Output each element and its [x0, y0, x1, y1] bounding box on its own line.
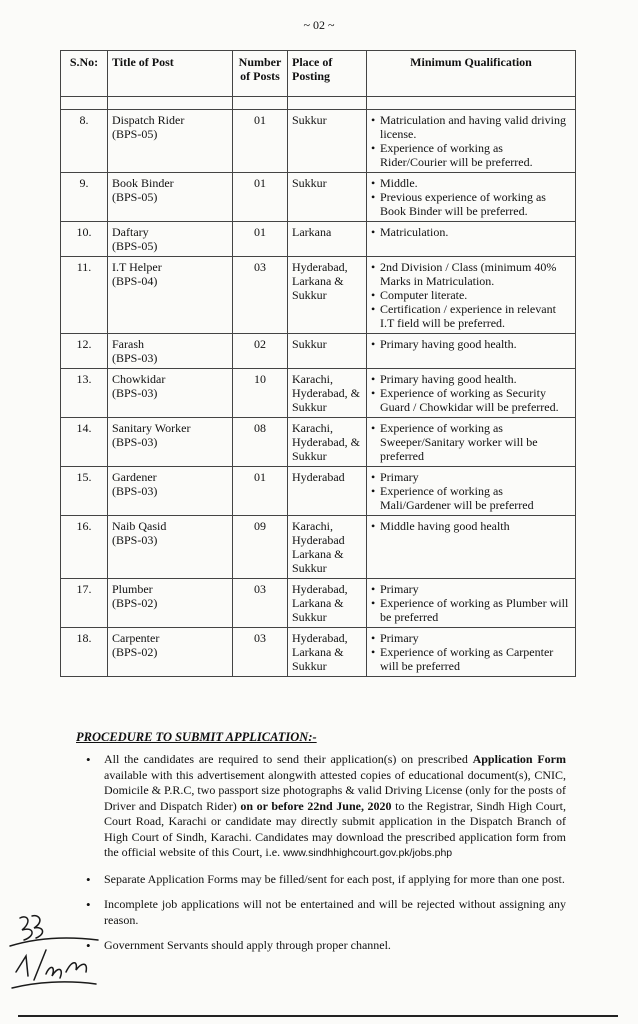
post-title: Chowkidar [112, 372, 166, 386]
post-title-cell [108, 173, 233, 222]
table-row [61, 334, 576, 369]
post-bps-scale: (BPS-03) [112, 351, 158, 365]
qualification-list [371, 176, 571, 218]
post-bps-scale: (BPS-03) [112, 435, 158, 449]
qualification-cell [367, 628, 576, 677]
post-bps-scale: (BPS-05) [112, 190, 158, 204]
qualification-list [371, 631, 571, 673]
serial-number-cell: 13. [61, 369, 108, 418]
serial-number-cell: 14. [61, 418, 108, 467]
qualification-cell [367, 369, 576, 418]
header-number: Number of Posts [233, 51, 288, 97]
procedure-text-b: available with this advertisement alongwith attested copies of educational document(s), CNIC, Domicile & P.R.C, two passport size photographs & valid Driving License (only for the posts of Driver and Dispatch Rider) [104, 767, 566, 813]
table-row [61, 467, 576, 516]
procedure-item-send-application [86, 752, 566, 862]
table-row [61, 257, 576, 334]
procedure-item-government-servants: • Government Servants should apply through proper channel. [86, 938, 566, 954]
qualification-item: • Experience of working as Security Guard / Chowkidar will be preferred. [371, 386, 571, 414]
website-url: www.sindhhighcourt.gov.pk/jobs.php [283, 847, 453, 859]
qualification-item: • Experience of working as Plumber will be preferred [371, 596, 571, 624]
post-bps-scale: (BPS-03) [112, 533, 158, 547]
procedure-heading: PROCEDURE TO SUBMIT APPLICATION:- [76, 730, 317, 744]
post-title-cell [108, 467, 233, 516]
serial-number-cell: 17. [61, 579, 108, 628]
number-of-posts-cell: 08 [233, 418, 288, 467]
number-of-posts-cell: 03 [233, 579, 288, 628]
procedure-bold-deadline: on or before 22nd June, 2020 [240, 798, 392, 813]
post-title-cell [108, 579, 233, 628]
post-title-cell [108, 222, 233, 257]
place-of-posting-cell: Karachi, Hyderabad Larkana & Sukkur [288, 516, 367, 579]
qualification-item: • Experience of working as Carpenter will be preferred [371, 645, 571, 673]
serial-number-cell: 12. [61, 334, 108, 369]
serial-number-cell: 11. [61, 257, 108, 334]
post-bps-scale: (BPS-03) [112, 484, 158, 498]
number-of-posts-cell: 01 [233, 467, 288, 516]
post-title: Plumber [112, 582, 153, 596]
bottom-rule [18, 1015, 618, 1017]
qualification-item: • Certification / experience in relevant I.T field will be preferred. [371, 302, 571, 330]
qualification-list [371, 113, 571, 169]
post-title-cell [108, 628, 233, 677]
table-row [61, 628, 576, 677]
number-of-posts-cell: 01 [233, 222, 288, 257]
qualification-list [371, 421, 571, 463]
post-title-cell [108, 334, 233, 369]
serial-number-cell: 18. [61, 628, 108, 677]
serial-number-cell: 9. [61, 173, 108, 222]
place-of-posting-cell: Hyderabad, Larkana & Sukkur [288, 628, 367, 677]
qualification-item: • Computer literate. [371, 288, 571, 302]
qualification-cell [367, 334, 576, 369]
qualification-item: • Experience of working as Rider/Courier will be preferred. [371, 141, 571, 169]
serial-number-cell: 16. [61, 516, 108, 579]
qualification-item: • Experience of working as Sweeper/Sanitary worker will be preferred [371, 421, 571, 463]
table-row [61, 110, 576, 173]
post-title: I.T Helper [112, 260, 162, 274]
place-of-posting-cell: Sukkur [288, 110, 367, 173]
qualification-item: • Previous experience of working as Book Binder will be preferred. [371, 190, 571, 218]
post-bps-scale: (BPS-05) [112, 239, 158, 253]
procedure-text-c: to the Registrar, Sindh High Court, Court Road, Karachi or candidate may directly submit application in the Dispatch Branch of High Court of Sindh, Karachi. Candidates may download the prescribed application form from the official website of this Court, i.e. [104, 798, 566, 859]
number-of-posts-cell: 10 [233, 369, 288, 418]
posts-table-body [61, 110, 576, 677]
table-row [61, 222, 576, 257]
number-of-posts-cell: 01 [233, 173, 288, 222]
qualification-item: • Primary [371, 631, 571, 645]
header-place: Place of Posting [288, 51, 367, 97]
post-title: Daftary [112, 225, 149, 239]
table-row [61, 369, 576, 418]
place-of-posting-cell: Karachi, Hyderabad, & Sukkur [288, 418, 367, 467]
qualification-list [371, 337, 571, 351]
number-of-posts-cell: 03 [233, 257, 288, 334]
qualification-item: • Primary having good health. [371, 372, 571, 386]
procedure-list [86, 752, 566, 964]
qualification-list [371, 225, 571, 239]
qualification-list [371, 372, 571, 414]
qualification-list [371, 519, 571, 533]
qualification-list [371, 470, 571, 512]
place-of-posting-cell: Sukkur [288, 334, 367, 369]
post-title: Farash [112, 337, 144, 351]
qualification-item: • Primary [371, 470, 571, 484]
post-title-cell [108, 110, 233, 173]
place-of-posting-cell: Sukkur [288, 173, 367, 222]
qualification-list [371, 582, 571, 624]
table-header-row [61, 51, 576, 97]
post-bps-scale: (BPS-02) [112, 596, 158, 610]
qualification-item: • Middle having good health [371, 519, 571, 533]
qualification-cell [367, 579, 576, 628]
header-title: Title of Post [108, 51, 233, 97]
header-qualification: Minimum Qualification [367, 51, 576, 97]
post-title: Book Binder [112, 176, 174, 190]
place-of-posting-cell: Hyderabad, Larkana & Sukkur [288, 257, 367, 334]
qualification-item: • 2nd Division / Class (minimum 40% Marks in Matriculation. [371, 260, 571, 288]
procedure-bold-application-form: Application Form [472, 752, 566, 766]
post-title-cell [108, 516, 233, 579]
procedure-item-separate-forms: • Separate Application Forms may be filled/sent for each post, if applying for more than one post. [86, 872, 566, 888]
number-of-posts-cell: 09 [233, 516, 288, 579]
qualification-item: • Experience of working as Mali/Gardener will be preferred [371, 484, 571, 512]
post-bps-scale: (BPS-05) [112, 127, 158, 141]
qualification-cell [367, 110, 576, 173]
post-bps-scale: (BPS-03) [112, 386, 158, 400]
qualification-cell [367, 516, 576, 579]
number-of-posts-cell: 01 [233, 110, 288, 173]
qualification-list [371, 260, 571, 330]
table-row [61, 418, 576, 467]
qualification-item: • Matriculation. [371, 225, 571, 239]
number-of-posts-cell: 02 [233, 334, 288, 369]
qualification-item: • Matriculation and having valid driving license. [371, 113, 571, 141]
qualification-item: • Middle. [371, 176, 571, 190]
post-bps-scale: (BPS-04) [112, 274, 158, 288]
number-of-posts-cell: 03 [233, 628, 288, 677]
table-row [61, 173, 576, 222]
qualification-cell [367, 418, 576, 467]
place-of-posting-cell: Hyderabad [288, 467, 367, 516]
qualification-cell [367, 467, 576, 516]
post-title: Carpenter [112, 631, 160, 645]
table-row [61, 579, 576, 628]
procedure-item-incomplete-applications: • Incomplete job applications will not be entertained and will be rejected without assigning any reason. [86, 897, 566, 928]
qualification-cell [367, 257, 576, 334]
qualification-item: • Primary having good health. [371, 337, 571, 351]
serial-number-cell: 10. [61, 222, 108, 257]
post-bps-scale: (BPS-02) [112, 645, 158, 659]
place-of-posting-cell: Hyderabad, Larkana & Sukkur [288, 579, 367, 628]
post-title-cell [108, 418, 233, 467]
post-title: Sanitary Worker [112, 421, 191, 435]
handwritten-signature [6, 910, 106, 1000]
post-title: Dispatch Rider [112, 113, 185, 127]
serial-number-cell: 15. [61, 467, 108, 516]
post-title-cell [108, 257, 233, 334]
procedure-text-a: All the candidates are required to send their application(s) on prescribed [104, 752, 473, 766]
qualification-item: • Primary [371, 582, 571, 596]
posts-table [60, 50, 576, 677]
post-title: Naib Qasid [112, 519, 167, 533]
place-of-posting-cell: Karachi, Hyderabad, & Sukkur [288, 369, 367, 418]
header-sno: S.No: [61, 51, 108, 97]
table-row [61, 516, 576, 579]
place-of-posting-cell: Larkana [288, 222, 367, 257]
post-title-cell [108, 369, 233, 418]
qualification-cell [367, 222, 576, 257]
serial-number-cell: 8. [61, 110, 108, 173]
qualification-cell [367, 173, 576, 222]
page-number: ~ 02 ~ [303, 18, 335, 32]
header-spacer-row [61, 97, 576, 110]
post-title: Gardener [112, 470, 157, 484]
